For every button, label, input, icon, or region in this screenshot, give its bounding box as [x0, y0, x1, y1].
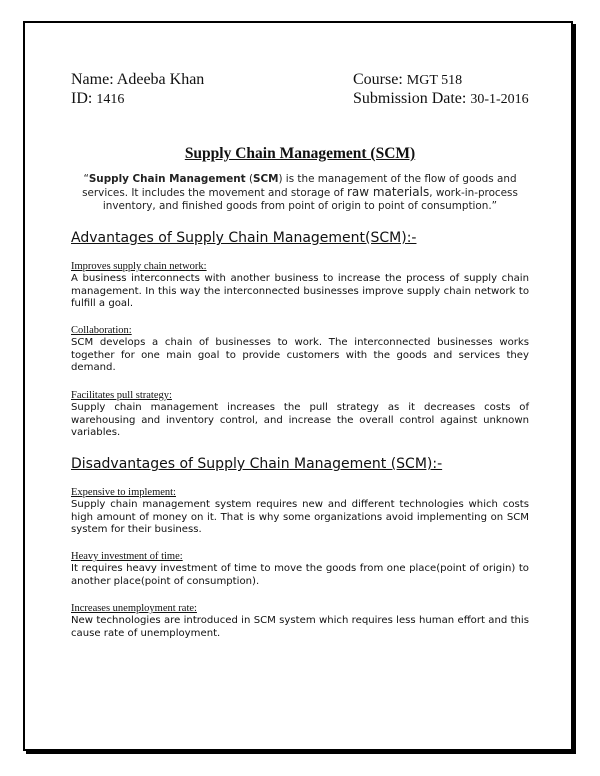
definition-abbr: SCM [253, 173, 279, 185]
page-border [23, 21, 573, 751]
advantage-title: Collaboration: [71, 325, 132, 336]
disadvantage-title: Expensive to implement: [71, 487, 176, 498]
disadvantage-title: Heavy investment of time: [71, 551, 183, 562]
date-value: 30-1-2016 [470, 92, 529, 107]
student-id [71, 90, 124, 108]
advantage-text: SCM develops a chain of businesses to work. The interconnected businesses works together for one main goal to provide customers with the goods and services they demand. [71, 337, 529, 373]
course-value: MGT 518 [406, 73, 463, 88]
definition-text-2: , work-in-process inventory, and finished goods from point of origin to point of consumption.” [102, 187, 518, 212]
advantages-heading: Advantages of Supply Chain Management(SCM):- [71, 230, 417, 246]
disadvantage-text: It requires heavy investment of time to move the goods from one place(point of origin) to another place(point of consumption). [71, 563, 529, 587]
disadvantages-heading: Disadvantages of Supply Chain Management (SCM):- [71, 456, 443, 472]
definition-text-1: ) is the management of the flow of goods and services. It includes the movement and storage of [82, 173, 517, 199]
disadvantage-text: Supply chain management system requires new and different technologies which costs high amount of money on it. That is why some organizations avoid implementing on SCM system for their business. [71, 499, 529, 535]
submission-date [353, 90, 529, 108]
definition-highlight: raw materials [346, 185, 430, 199]
definition-quote [72, 173, 528, 213]
advantage-text: A business interconnects with another business to increase the process of supply chain management. In this way the interconnected businesses improve supply chain network to fulfill a goal. [71, 273, 529, 309]
definition-paren: ( [245, 173, 253, 185]
advantage-title: Improves supply chain network: [71, 261, 207, 272]
advantage-title: Facilitates pull strategy: [71, 390, 172, 401]
course [353, 71, 462, 89]
student-name [71, 71, 204, 89]
open-quote: “ [83, 173, 89, 185]
name-value: Adeeba Khan [116, 71, 205, 88]
page-title: Supply Chain Management (SCM) [184, 145, 416, 162]
course-label: Course: [353, 71, 403, 88]
disadvantage-title: Increases unemployment rate: [71, 603, 197, 614]
advantage-text: Supply chain management increases the pull strategy as it decreases costs of warehousing and inventory control, and increase the overall control against unknown variables. [71, 402, 529, 438]
name-label: Name: [71, 71, 114, 88]
definition-term: Supply Chain Management [88, 173, 246, 185]
id-value: 1416 [96, 92, 125, 107]
disadvantage-text: New technologies are introduced in SCM system which requires less human effort and this cause rate of unemployment. [71, 615, 529, 639]
id-label: ID: [71, 90, 93, 107]
date-label: Submission Date: [353, 90, 467, 107]
